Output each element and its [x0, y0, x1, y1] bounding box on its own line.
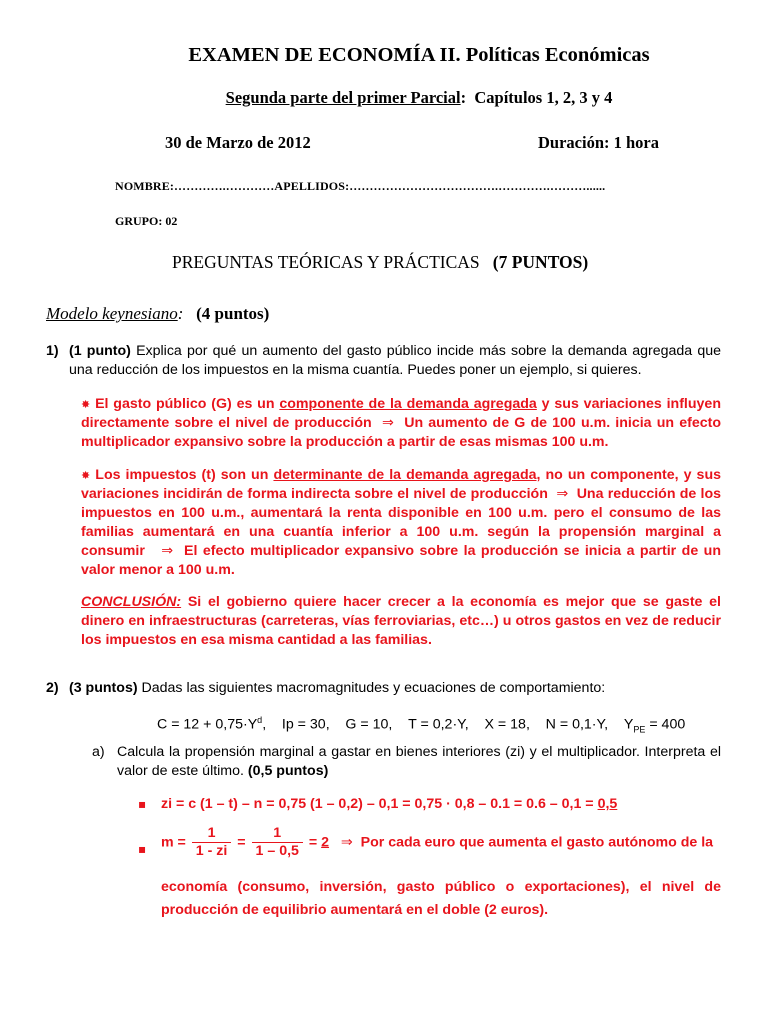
- equals-sign: =: [237, 834, 246, 851]
- q2a-text: [117, 743, 721, 781]
- q1-a2-pre: Los impuestos (t) son un: [95, 467, 269, 483]
- q2-number: 2): [46, 680, 59, 696]
- q2-text: [69, 679, 721, 698]
- q2-points: (3 puntos): [69, 680, 138, 696]
- bullet-icon: ✸: [81, 469, 91, 482]
- q1-a1-mid: y sus variaciones influyen directamente sobre el nivel de producción: [81, 396, 721, 431]
- q1-a2-post: El efecto multiplicador expansivo sobre la producción se inicia a partir de un valor menor a 100 u.m.: [81, 543, 721, 578]
- exam-date: 30 de Marzo de 2012: [165, 133, 311, 152]
- multiplier-fraction-2: [252, 825, 303, 860]
- multiplier-label: m =: [161, 834, 186, 851]
- multiplier-explanation-1: Por cada euro que aumenta el gasto autónomo de la: [360, 834, 714, 851]
- model-points: (4 puntos): [196, 304, 270, 323]
- multiplier-fraction-1: [192, 825, 232, 860]
- q1-points: (1 punto): [69, 343, 131, 359]
- name-field-line: NOMBRE:………….…………APELLIDOS:……………………………….………….………......: [115, 179, 606, 193]
- implies-arrow-icon: ⇒: [556, 486, 569, 502]
- implies-arrow-icon: ⇒: [161, 543, 174, 559]
- q2a-label: a): [92, 744, 105, 760]
- eq-government: G = 10,: [345, 716, 393, 733]
- fraction-2-numerator: 1: [252, 825, 303, 843]
- eq-potential-output-value: = 400: [649, 716, 686, 733]
- q2a-points: (0,5 puntos): [247, 763, 329, 779]
- q1-number: 1): [46, 343, 59, 359]
- eq-potential-output-sub: PE: [633, 724, 646, 735]
- fraction-2-denominator: 1 – 0,5: [255, 843, 299, 859]
- q1-statement: Explica por qué un aumento del gasto público incide más sobre la demanda agregada que una reducción de los impuestos en la misma cuantía. Puedes poner un ejemplo, si quieres.: [69, 343, 721, 378]
- q1-a2-mid2: Una reducción de los impuestos en 100 u.m., aumentará la renta disponible en 100 u.m. pero el consumo de las familias aumentará en una cuantía inferior a 100 u.m. según la propensión marginal a consumir: [81, 486, 722, 559]
- subtitle-part: Segunda parte del primer Parcial: [225, 88, 461, 107]
- subtitle-chapters: Capítulos 1, 2, 3 y 4: [474, 88, 613, 107]
- multiplier-explanation-2: economía (consumo, inversión, gasto público o exportaciones), el nivel de producción de equilibrio aumentará en el doble (2 euros).: [161, 879, 721, 918]
- q1-a2-mid: , no un componente, y sus variaciones incidirán de forma indirecta sobre el nivel de producción: [81, 467, 721, 502]
- section-title: [172, 252, 588, 273]
- implies-arrow-icon: ⇒: [382, 415, 394, 431]
- zi-formula-text: zi = c (1 – t) – n = 0,75 (1 – 0,2) – 0,1 = 0,75 · 0,8 – 0.1 = 0.6 – 0,1 =: [161, 796, 594, 812]
- fraction-1-numerator: 1: [192, 825, 232, 843]
- exam-subtitle: [0, 88, 768, 108]
- exam-title: EXAMEN DE ECONOMÍA II. Políticas Económicas: [188, 44, 650, 66]
- q1-answer-1: [81, 395, 721, 452]
- eq-investment: Ip = 30,: [281, 716, 330, 733]
- q2-statement: Dadas las siguientes macromagnitudes y ecuaciones de comportamiento:: [141, 680, 606, 696]
- section-title-text: PREGUNTAS TEÓRICAS Y PRÁCTICAS: [172, 252, 480, 272]
- fraction-1-denominator: 1 - zi: [195, 843, 228, 859]
- subtitle-colon: :: [460, 88, 467, 107]
- section-points: (7 PUNTOS): [492, 252, 589, 272]
- bullet-icon: ✸: [81, 398, 91, 411]
- square-bullet-icon: ▪: [138, 797, 147, 811]
- q1-a1-pre: El gasto público (G) es un: [95, 396, 275, 412]
- q1-a1-underlined: componente de la demanda agregada: [279, 396, 537, 412]
- eq-consumption: C = 12 + 0,75·Y: [157, 716, 258, 733]
- q1-answer-2: [81, 466, 721, 580]
- eq-potential-output: Y: [623, 716, 634, 733]
- model-colon: :: [177, 304, 184, 323]
- group-label: GRUPO: 02: [115, 214, 178, 228]
- q1-a2-underlined: determinante de la demanda agregada: [273, 467, 537, 483]
- multiplier-formula: [161, 825, 721, 860]
- q1-a1-post: Un aumento de G de 100 u.m. inicia un efecto multiplicador expansivo sobre la producción a partir de esas mismas 100 u.m.: [81, 415, 721, 450]
- eq-consumption-sup: d: [257, 715, 263, 725]
- equals-sign: =: [308, 834, 318, 851]
- conclusion-text: Si el gobierno quiere hacer crecer a la economía es mejor que se gaste el dinero en infraestructuras (carreteras, vías ferroviarias, etc…) u otros gastos en vez de reducir los impuestos en esa misma cantidad a las familias.: [81, 594, 721, 648]
- q1-text: [69, 342, 721, 380]
- zi-formula: [161, 795, 617, 814]
- conclusion-label: CONCLUSIÓN:: [81, 594, 182, 610]
- q2a-statement: Calcula la propensión marginal a gastar en bienes interiores (zi) y el multiplicador. Interpreta el valor de este último.: [117, 744, 721, 779]
- implies-arrow-icon: ⇒: [340, 834, 353, 851]
- zi-result: 0,5: [597, 796, 618, 812]
- eq-taxes: T = 0,2·Y,: [408, 716, 469, 733]
- eq-exports: X = 18,: [484, 716, 530, 733]
- square-bullet-icon: ▪: [138, 842, 147, 856]
- exam-duration: Duración: 1 hora: [538, 133, 659, 152]
- multiplier-result: 2: [321, 834, 330, 851]
- q2-equations: $C = 12 + 0,75\cdot Y^d$, Ip = 30, G = 10, T = 0,2·Y, X = 18, N = 0,1·Y, $Y_{PE} = 400$: [157, 715, 686, 735]
- model-label: Modelo keynesiano: [46, 304, 178, 323]
- model-heading: [46, 304, 269, 324]
- q1-conclusion: [81, 593, 721, 650]
- eq-imports: N = 0,1·Y,: [545, 716, 609, 733]
